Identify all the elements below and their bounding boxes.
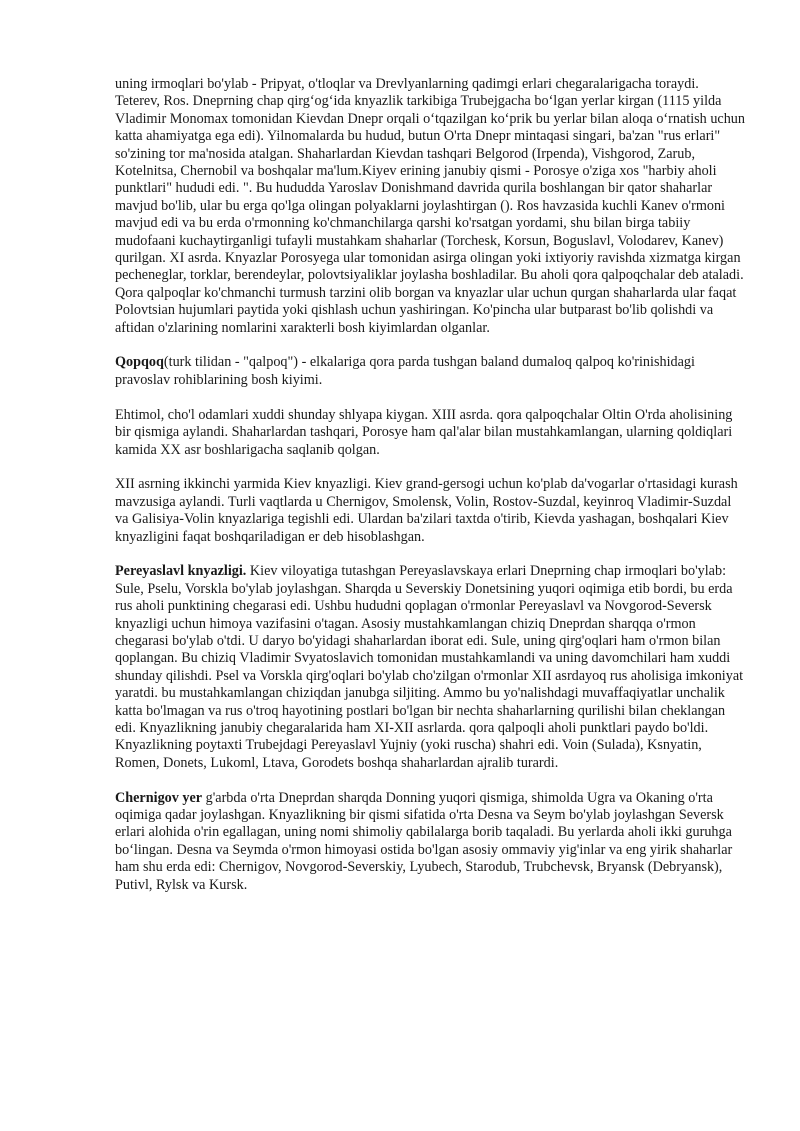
paragraph-text: XII asrning ikkinchi yarmida Kiev knyazligi. Kiev grand-gersogi uchun ko'plab da'vogarlar o'rtasidagi kurash mavzusiga aylandi. Turli vaqtlarda u Chernigov, Smolensk, Volin, Rostov-Suzdal, keyinroq Vladimir-Suzdal va Galisiya-Volin knyazlariga tegishli edi. Ulardan ba'zilari taxtda o'tirib, Kievda yashagan, boshqalari Kiev knyazligini faqat boshqariladigan er deb hisoblashgan. — [115, 476, 738, 545]
paragraph-text: Kiev viloyatiga tutashgan Pereyaslavskaya erlari Dneprning chap irmoqlari bo'ylab: Sule, Pselu, Vorskla bo'ylab joylashgan. Sharqda u Severskiy Donetsining yuqori oqimiga etib bordi, bu erda rus aholi punktining chegarasi edi. Ushbu hududni qoplagan o'rmonlar Pereyaslavl va Novgorod-Seversk knyazligi uchun himoya vazifasini o'tagan. Asosiy mustahkamlangan chiziq Dneprdan sharqqa o'rmon chegarasi bo'ylab o'tdi. U daryo bo'yidagi shaharlardan iborat edi. Sule, uning qirg'oqlari ham o'rmon bilan qoplangan. Bu chiziq Vladimir Svyatoslavich tomonidan mustahkamlandi va uning davomchilari ham xuddi shunday qilishdi. Psel va Vorskla qirg'oqlari bo'ylab cho'zilgan o'rmonlar XII asrdayoq rus aholisiga imkoniyat yaratdi. bu mustahkamlangan chiziqdan janubga siljiting. Ammo bu yo'nalishdagi muvaffaqiyatlar unchalik katta bo'lmagan va rus o'troq hayotining postlari bo'lgan bir nechta shaharlarning qurilishi bilan cheklangan edi. Knyazlikning janubiy chegaralarida ham XI-XII asrlarda. qora qalpoqli aholi punktlari paydo bo'ldi. Knyazlikning poytaxti Trubejdagi Pereyaslavl Yujniy (yoki ruscha) shahri edi. Voin (Sulada), Ksnyatin, Romen, Donets, Lukoml, Ltava, Gorodets boshqa shaharlardan ajralib turardi. — [115, 563, 744, 771]
paragraph-term: Pereyaslavl knyazligi. — [115, 563, 247, 580]
paragraph-kiev-land — [115, 76, 745, 337]
paragraph-text: Ehtimol, cho'l odamlari xuddi shunday shlyapa kiygan. XIII asrda. qora qalpoqchalar Oltin O'rda aholisining bir qismiga aylandi. Shaharlardan tashqari, Porosye ham qal'alar bilan mustahkamlangan, ularning qoldiqlari kamida XX asr boshlarigacha saqlanib qolgan. — [115, 406, 733, 458]
paragraph-kiev-principality — [115, 476, 745, 546]
paragraph-text: (turk tilidan - "qalpoq") - elkalariga qora parda tushgan baland dumaloq qalpoq ko'rinishidagi pravoslav rohiblarining bosh kiyimi. — [115, 354, 695, 388]
paragraph-chernigov — [115, 790, 745, 894]
paragraph-steppe-people — [115, 407, 745, 459]
document-page — [115, 76, 745, 894]
paragraph-qopqoq — [115, 354, 745, 389]
paragraph-text: g'arbda o'rta Dneprdan sharqda Donning yuqori qismiga, shimolda Ugra va Okaning o'rta oqimiga qadar joylashgan. Knyazlikning bir qismi sifatida o'rta Desna va Seym bo'ylab joylashgan Seversk erlari alohida o'rin egallagan, uning nomi shimoliy qabilalarga borib taqaladi. Bu yerlarda aholi ikki guruhga bo‘lingan. Desna va Seymda o'rmon himoyasi ostida bo'lgan asosiy ommaviy yig'inlar va eng yirik shaharlar ham shu erda edi: Chernigov, Novgorod-Severskiy, Lyubech, Starodub, Trubchevsk, Bryansk (Debryansk), Putivl, Rylsk va Kursk. — [115, 789, 733, 893]
paragraph-term: Chernigov yer — [115, 789, 203, 806]
paragraph-term: Qopqoq — [115, 354, 164, 371]
paragraph-pereyaslavl — [115, 563, 745, 772]
paragraph-text: uning irmoqlari bo'ylab - Pripyat, o'tloqlar va Drevlyanlarning qadimgi erlari chegaralarigacha toraydi. Teterev, Ros. Dneprning chap qirg‘og‘ida knyazlik tarkibiga Trubejgacha bo‘lgan yerlar kirgan (1115 yilda Vladimir Monomax tomonidan Kievdan Dnepr orqali o‘tqazilgan ko‘prik bu yerlar bilan aloqa o‘rnatish uchun katta ahamiyatga ega edi). Yilnomalarda bu hudud, butun O'rta Dnepr mintaqasi singari, ba'zan "rus erlari" so'zining tor ma'nosida atalgan. Shaharlardan Kievdan tashqari Belgorod (Irpenda), Vishgorod, Zarub, Kotelnitsa, Chernobil va boshqalar ma'lum.Kiyev erining janubiy qismi - Porosye o'ziga xos "harbiy aholi punktlari" hududi edi. ". Bu hududda Yaroslav Donishmand davrida qurila boshlangan bir qator shaharlar mavjud bo'lib, ular bu erga qo'lga olingan polyaklarni joylashtirgan (). Ros havzasida kuchli Kanev o'rmoni mavjud edi va bu erda o'rmonning ko'chmanchilarga qarshi ko'rsatgan yordami, shu bilan birga tabiiy mudofaani kuchaytirganligi tufayli mustahkam shaharlar (Torchesk, Korsun, Boguslavl, Volodarev, Kanev) qurilgan. XI asrda. Knyazlar Porosyega ular tomonidan asirga olingan yoki ixtiyoriy ravishda xizmatga kirgan pecheneglar, torklar, berendeylar, polovtsiyaliklar joylasha boshladilar. Bu aholi qora qalpoqchalar deb ataladi. Qora qalpoqlar ko'chmanchi turmush tarzini olib borgan va knyazlar ular uchun qurgan shaharlarda ular faqat Polovtsian hujumlari paytida yoki qishlash uchun yashiringan. Ko'pincha ular butparast bo'lib qolishdi va aftidan o'zlarining nomlarini xarakterli bosh kiyimlardan olganlar. — [115, 76, 745, 336]
